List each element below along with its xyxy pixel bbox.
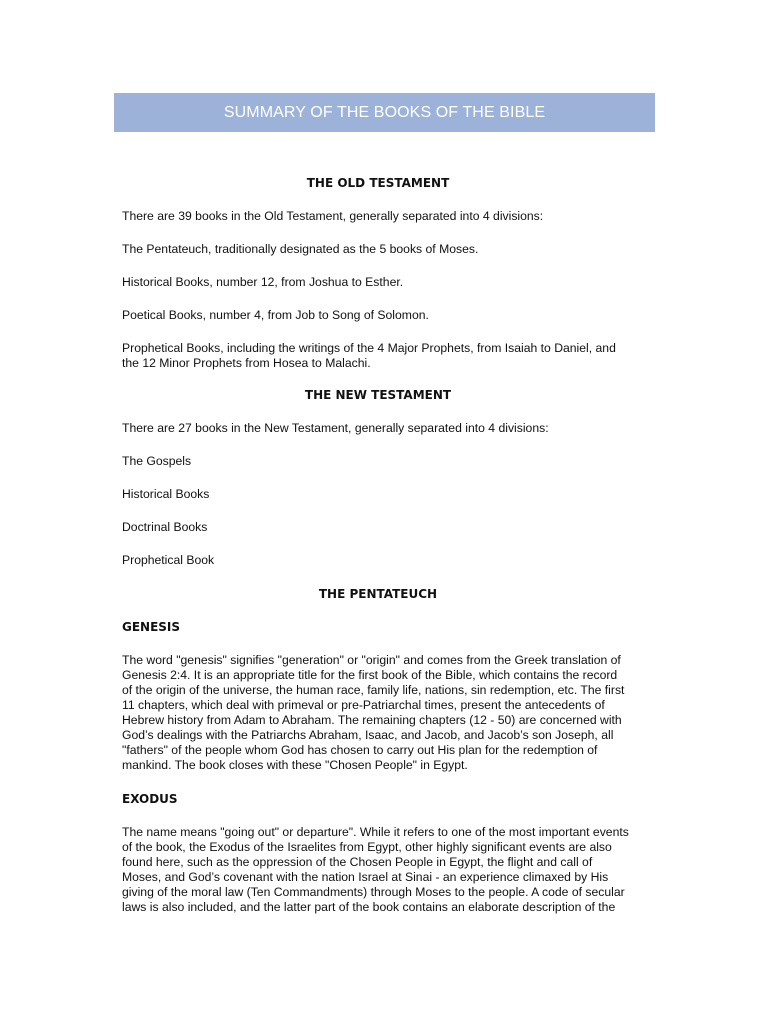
genesis-line: "fathers" of the people whom God has chosen to carry out His plan for the redemption of [122,743,598,757]
exodus-line: Moses, and God’s covenant with the nation Israel at Sinai - an experience climaxed by His [122,870,609,884]
new-testament-heading: THE NEW TESTAMENT [304,388,452,402]
new-testament-gospels: The Gospels [122,454,192,468]
new-testament-historical: Historical Books [122,487,210,501]
genesis-heading: GENESIS [122,620,181,634]
exodus-paragraph [122,825,634,915]
genesis-line: of the origin of the universe, the human race, family life, nations, sin redemption, etc. The first [122,683,625,697]
old-testament-poetical: Poetical Books, number 4, from Job to Song of Solomon. [122,308,429,322]
old-testament-historical: Historical Books, number 12, from Joshua to Esther. [122,275,404,289]
old-testament-heading: THE OLD TESTAMENT [306,176,450,190]
exodus-line: giving of the moral law (Ten Commandments) through Moses to the people. A code of secular [122,885,625,899]
exodus-heading: EXODUS [122,792,178,806]
genesis-line: mankind. The book closes with these "Chosen People" in Egypt. [122,758,468,772]
exodus-line: laws is also included, and the latter part of the book contains an elaborate description of the [122,900,616,914]
prophetical-line: the 12 Minor Prophets from Hosea to Malachi. [122,356,371,370]
genesis-line: Genesis 2:4. It is an appropriate title for the first book of the Bible, which contains the record [122,668,618,682]
exodus-line: of the book, the Exodus of the Israelites from Egypt, other highly significant events are also [122,840,612,854]
document-body [122,176,634,915]
genesis-paragraph [122,653,634,773]
prophetical-line: Prophetical Books, including the writings of the 4 Major Prophets, from Isaiah to Daniel, and [122,341,616,355]
old-testament-intro: There are 39 books in the Old Testament, generally separated into 4 divisions: [122,209,544,223]
old-testament-pentateuch: The Pentateuch, traditionally designated as the 5 books of Moses. [122,242,479,256]
genesis-line: God’s dealings with the Patriarchs Abraham, Isaac, and Jacob, and Jacob’s son Joseph, all [122,728,614,742]
exodus-line: found here, such as the oppression of the Chosen People in Egypt, the flight and call of [122,855,593,869]
old-testament-prophetical [122,341,634,371]
new-testament-doctrinal: Doctrinal Books [122,520,208,534]
genesis-line: The word "genesis" signifies "generation" or "origin" and comes from the Greek translation of [122,653,621,667]
new-testament-prophetical: Prophetical Book [122,553,215,567]
new-testament-intro: There are 27 books in the New Testament, generally separated into 4 divisions: [122,421,549,435]
genesis-line: Hebrew history from Adam to Abraham. The remaining chapters (12 - 50) are concerned with [122,713,622,727]
exodus-line: The name means "going out" or departure". While it refers to one of the most important events [122,825,629,839]
pentateuch-heading: THE PENTATEUCH [318,587,438,601]
genesis-line: 11 chapters, which deal with primeval or pre-Patriarchal times, present the antecedents of [122,698,605,712]
document-title: SUMMARY OF THE BOOKS OF THE BIBLE [223,103,546,121]
title-banner [114,93,655,132]
